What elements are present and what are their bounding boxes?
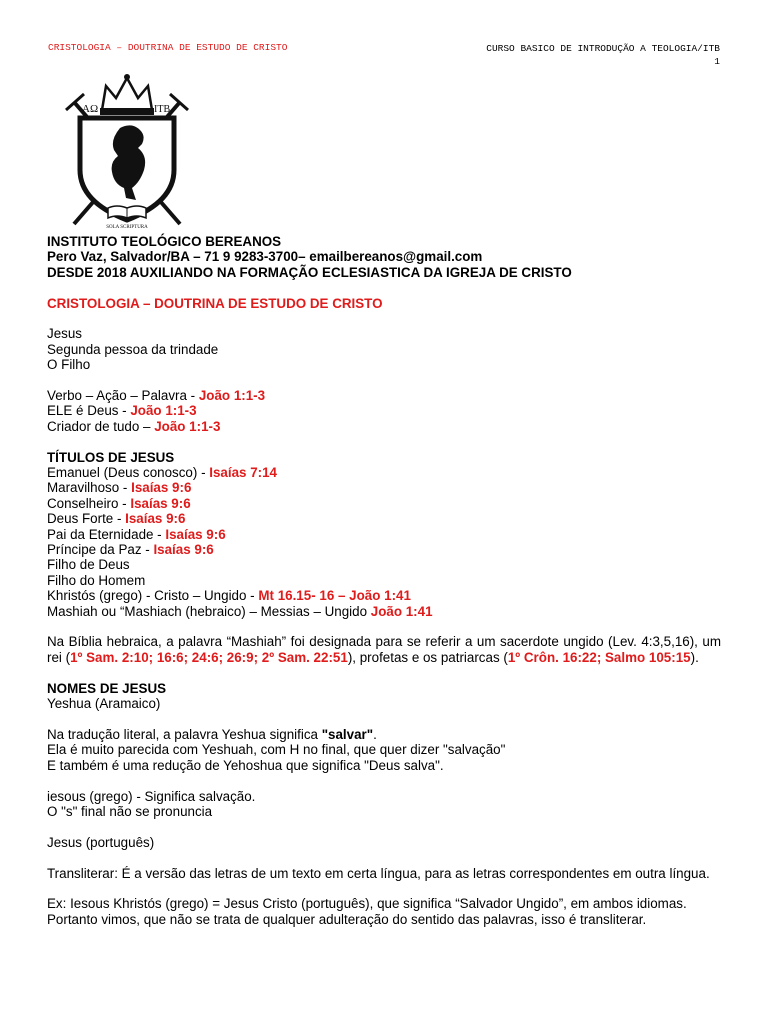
verbo-line: Verbo – Ação – Palavra - João 1:1-3: [47, 388, 266, 404]
crown-lion-shield-swords-bible-icon: [62, 72, 192, 232]
titulo-item: Príncipe da Paz - Isaías 9:6: [47, 542, 214, 558]
titulo-item: Khristós (grego) - Cristo – Ungido - Mt 16.15- 16 – João 1:41: [47, 588, 411, 604]
reducao-line: E também é uma redução de Yehoshua que significa "Deus salva".: [47, 757, 444, 773]
nomes-heading: NOMES DE JESUS: [47, 680, 167, 696]
institute-since: DESDE 2018 AUXILIANDO NA FORMAÇÃO ECLESIASTICA DA IGREJA DE CRISTO: [47, 264, 572, 280]
intro-line: Jesus: [47, 326, 82, 342]
verbo-line: ELE é Deus - João 1:1-3: [47, 403, 197, 419]
header-left-title: CRISTOLOGIA – DOUTRINA DE ESTUDO DE CRISTO: [48, 42, 288, 53]
portanto-line: Portanto vimos, que não se trata de qualquer adulteração do sentido das palavras, isso é transliterar.: [47, 911, 647, 927]
transliterar-paragraph: Transliterar: É a versão das letras de um texto em certa língua, para as letras correspondentes em outra língua.: [47, 865, 710, 881]
example-line: Ex: Iesous Khristós (grego) = Jesus Cristo (português), que significa “Salvador Ungido”, em ambos idiomas.: [47, 896, 687, 912]
mashiah-paragraph: Na Bíblia hebraica, a palavra “Mashiah” foi designada para se referir a um sacerdote ungido (Lev. 4:3,5,16), um rei (1º Sam. 2:10; 16:6; 24:6; 26:9; 2º Sam. 22:51), profetas e os patriarcas (1º Crôn. 16:22; Salmo 105:15).: [47, 634, 721, 665]
titulo-item: Maravilhoso - Isaías 9:6: [47, 480, 192, 496]
titulo-item: Deus Forte - Isaías 9:6: [47, 511, 186, 527]
logo-right-letters: ITB: [154, 104, 171, 115]
institute-name: INSTITUTO TEOLÓGICO BEREANOS: [47, 234, 282, 249]
titulos-heading: TÍTULOS DE JESUS: [47, 449, 175, 465]
portugues-line: Jesus (português): [47, 834, 155, 850]
titulo-item: Conselheiro - Isaías 9:6: [47, 495, 191, 511]
titulo-item: Mashiah ou “Mashiach (hebraico) – Messias – Ungido João 1:41: [47, 603, 433, 619]
traducao-line: Na tradução literal, a palavra Yeshua significa "salvar".: [47, 726, 377, 742]
logo-motto: SOLA SCRIPTURA: [106, 225, 148, 230]
s-final-line: O "s" final não se pronuncia: [47, 803, 213, 819]
intro-line: O Filho: [47, 357, 91, 373]
parecida-line: Ela é muito parecida com Yeshuah, com H no final, que quer dizer "salvação": [47, 742, 506, 758]
header-course-title: CURSO BASICO DE INTRODUÇÃO A TEOLOGIA/ITB: [486, 43, 720, 54]
yeshua-line: Yeshua (Aramaico): [47, 696, 161, 712]
document-body: [47, 234, 721, 927]
titulo-item: Filho de Deus: [47, 557, 130, 573]
titulo-item: Filho do Homem: [47, 572, 146, 588]
header-right: [486, 42, 720, 68]
page-title: CRISTOLOGIA – DOUTRINA DE ESTUDO DE CRISTO: [47, 295, 383, 311]
intro-line: Segunda pessoa da trindade: [47, 341, 219, 357]
page-number: 1: [714, 56, 720, 67]
iesous-line: iesous (grego) - Significa salvação.: [47, 788, 256, 804]
bible-icon: [108, 206, 146, 218]
verbo-line: Criador de tudo – João 1:1-3: [47, 418, 221, 434]
titulo-item: Pai da Eternidade - Isaías 9:6: [47, 526, 226, 542]
logo-left-letters: AΩ: [82, 103, 99, 115]
institute-contact: Pero Vaz, Salvador/BA – 71 9 9283-3700– emailbereanos@gmail.com: [47, 249, 483, 265]
titulo-item: Emanuel (Deus conosco) - Isaías 7:14: [47, 465, 278, 481]
crown-icon: [100, 74, 154, 115]
